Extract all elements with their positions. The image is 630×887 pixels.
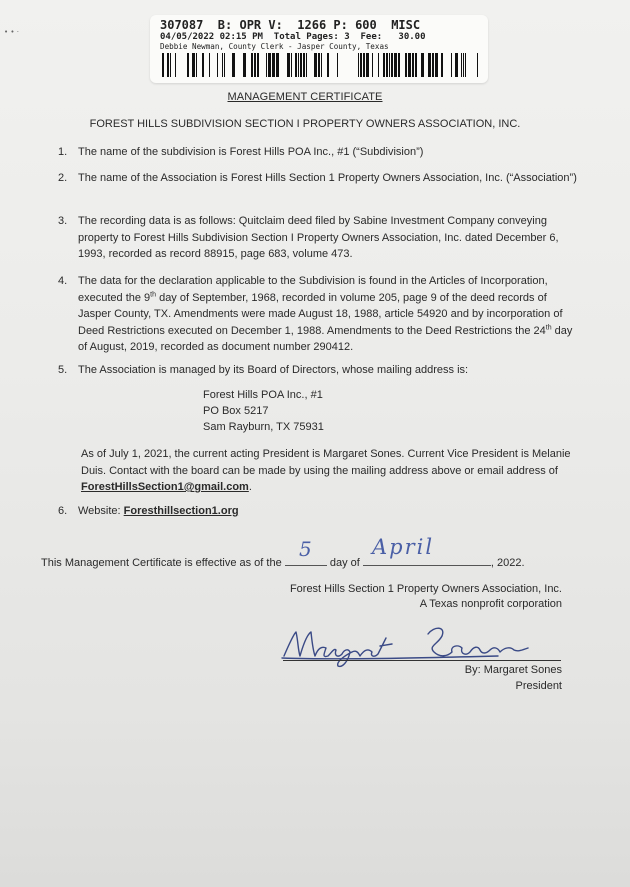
barcode-bar: [224, 53, 225, 77]
stamp-line-3: Debbie Newman, County Clerk - Jasper County, Texas: [160, 42, 389, 51]
barcode-bar: [217, 53, 218, 77]
barcode-bar: [435, 53, 438, 77]
recording-stamp: [150, 15, 488, 83]
barcode-bar: [386, 53, 388, 77]
item-number: 6.: [58, 505, 68, 517]
item-text: The recording data is as follows: Quitclaim deed filed by Sabine Investment Company conveying property to Forest Hills Subdivision Section I Property Owners Association, Inc. dated December 6, 1993, recorded as record 88915, page 683, volume 473.: [78, 215, 559, 261]
officers-text: As of July 1, 2021, the current acting President is Margaret Sones. Current Vice President is Melanie Duis. Contact with the board can be made by using the mailing address above or email address of: [81, 448, 571, 477]
barcode-bar: [209, 53, 210, 77]
barcode-bar: [303, 53, 305, 77]
item-number: 4.: [58, 275, 68, 287]
address-line-1: Forest Hills POA Inc., #1: [203, 389, 323, 401]
organization-name: Forest Hills Section 1 Property Owners Association, Inc.: [289, 583, 562, 595]
barcode-bar: [372, 53, 373, 77]
barcode-bar: [291, 53, 292, 77]
barcode-bar: [441, 53, 443, 77]
item-text: The Association is managed by its Board of Directors, whose mailing address is:: [78, 364, 469, 376]
barcode-bar: [477, 53, 478, 77]
barcode-bar: [383, 53, 385, 77]
effective-prefix: This Management Certificate is effective as of the: [41, 557, 282, 569]
ordinal-suffix: th: [150, 290, 157, 298]
barcode-bar: [298, 53, 299, 77]
barcode-bar: [266, 53, 267, 77]
barcode-bar: [398, 53, 400, 77]
barcode-bar: [318, 53, 320, 77]
barcode-bar: [295, 53, 297, 77]
barcode-bar: [314, 53, 317, 77]
item-number: 1.: [58, 146, 68, 158]
item-text: The name of the Association is Forest Hills Section 1 Property Owners Association, Inc. (“Association”): [78, 172, 577, 184]
barcode-bar: [276, 53, 279, 77]
handwritten-day: 5: [299, 537, 312, 561]
barcode: [162, 53, 478, 77]
barcode-bar: [391, 53, 393, 77]
barcode-bar: [257, 53, 259, 77]
barcode-bar: [272, 53, 275, 77]
document-heading: FOREST HILLS SUBDIVISION SECTION I PROPERTY OWNERS ASSOCIATION, INC.: [89, 118, 521, 130]
barcode-bar: [360, 53, 362, 77]
barcode-bar: [268, 53, 271, 77]
barcode-bar: [196, 53, 197, 77]
signer-name: By: Margaret Sones: [464, 664, 562, 676]
item-text-part: day of August, 2019, recorded as document number 290412.: [78, 324, 573, 354]
barcode-bar: [366, 53, 369, 77]
barcode-bar: [455, 53, 458, 77]
barcode-bar: [175, 53, 176, 77]
document-title: MANAGEMENT CERTIFICATE: [227, 91, 383, 103]
item-number: 5.: [58, 364, 68, 376]
barcode-bar: [287, 53, 290, 77]
stamp-line-2: 04/05/2022 02:15 PM Total Pages: 3 Fee: 30.00: [160, 32, 426, 42]
address-line-3: Sam Rayburn, TX 75931: [203, 421, 324, 433]
item-text: The name of the subdivision is Forest Hills POA Inc., #1 (“Subdivision”): [78, 146, 424, 158]
website-link[interactable]: Foresthillsection1.org: [123, 505, 239, 517]
barcode-bar: [170, 53, 171, 77]
barcode-bar: [192, 53, 195, 77]
corner-mark: • • ·: [4, 28, 19, 36]
stamp-line-1: 307087 B: OPR V: 1266 P: 600 MISC: [160, 18, 421, 32]
barcode-bar: [389, 53, 390, 77]
barcode-bar: [432, 53, 434, 77]
email-link[interactable]: ForestHillsSection1@gmail.com: [81, 481, 249, 494]
barcode-bar: [378, 53, 379, 77]
barcode-bar: [321, 53, 322, 77]
effective-suffix: , 2022.: [490, 557, 525, 569]
website-label: Website:: [78, 505, 124, 517]
officers-paragraph: [81, 446, 581, 496]
officers-end: .: [248, 481, 252, 494]
barcode-bar: [232, 53, 235, 77]
barcode-bar: [405, 53, 407, 77]
barcode-bar: [363, 53, 365, 77]
address-line-2: PO Box 5217: [203, 405, 269, 417]
item-text: [78, 273, 578, 356]
barcode-bar: [306, 53, 307, 77]
item-text: [78, 503, 578, 520]
barcode-bar: [415, 53, 417, 77]
signature-line: [283, 660, 561, 661]
barcode-bar: [451, 53, 452, 77]
handwritten-month: April: [372, 535, 435, 559]
barcode-bar: [327, 53, 329, 77]
barcode-bar: [461, 53, 462, 77]
item-number: 3.: [58, 215, 68, 227]
barcode-bar: [358, 53, 359, 77]
barcode-bar: [202, 53, 204, 77]
barcode-bar: [428, 53, 431, 77]
barcode-bar: [222, 53, 223, 77]
barcode-bar: [412, 53, 414, 77]
barcode-bar: [394, 53, 397, 77]
item-number: 2.: [58, 172, 68, 184]
signer-title: President: [515, 680, 562, 692]
barcode-bar: [251, 53, 253, 77]
barcode-bar: [408, 53, 411, 77]
item-text-part: day of September, 1968, recorded in volume 205, page 9 of the deed records of Jasper County, TX. Amendments were made August 18, 1988, article 54920 and by incorporation of Deed Restrictions executed on December 1, 1988. Amendments to the Deed Restrictions the 24: [78, 291, 563, 337]
barcode-bar: [162, 53, 164, 77]
effective-mid: day of: [329, 557, 360, 569]
barcode-bar: [187, 53, 189, 77]
barcode-bar: [463, 53, 464, 77]
barcode-bar: [300, 53, 302, 77]
organization-type: A Texas nonprofit corporation: [419, 598, 562, 610]
ordinal-suffix: th: [545, 324, 552, 332]
barcode-bar: [465, 53, 466, 77]
item-text-part: The data for the declaration applicable to the Subdivision is found in the Articles of Incorporation, executed the 9: [78, 275, 548, 304]
signature: [278, 612, 568, 670]
barcode-bar: [421, 53, 424, 77]
barcode-bar: [337, 53, 338, 77]
barcode-bar: [254, 53, 256, 77]
effective-date-line: [41, 553, 525, 569]
barcode-bar: [243, 53, 246, 77]
barcode-bar: [167, 53, 169, 77]
